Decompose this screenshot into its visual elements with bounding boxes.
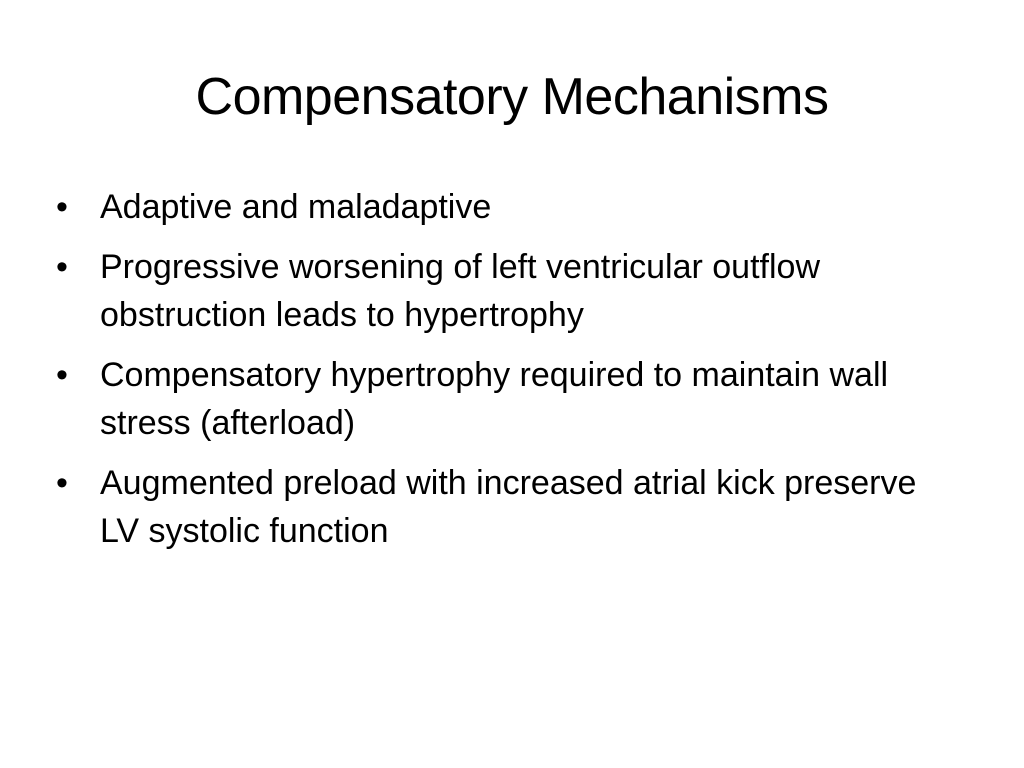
bullet-marker: •: [56, 188, 68, 226]
bullet-text: Adaptive and maladaptive: [100, 188, 492, 226]
bullet-list: [56, 183, 956, 567]
bullet-item: [56, 183, 956, 231]
bullet-marker: •: [56, 356, 68, 394]
bullet-item: [56, 459, 956, 555]
bullet-text: Compensatory hypertrophy required to maintain wall stress (afterload): [100, 356, 889, 442]
bullet-marker: •: [56, 248, 68, 286]
bullet-text: Augmented preload with increased atrial kick preserve LV systolic function: [100, 464, 917, 550]
slide-title: Compensatory Mechanisms: [195, 68, 829, 126]
bullet-text: Progressive worsening of left ventricular outflow obstruction leads to hypertrophy: [100, 248, 820, 334]
bullet-item: [56, 351, 956, 447]
bullet-item: [56, 243, 956, 339]
bullet-marker: •: [56, 464, 68, 502]
